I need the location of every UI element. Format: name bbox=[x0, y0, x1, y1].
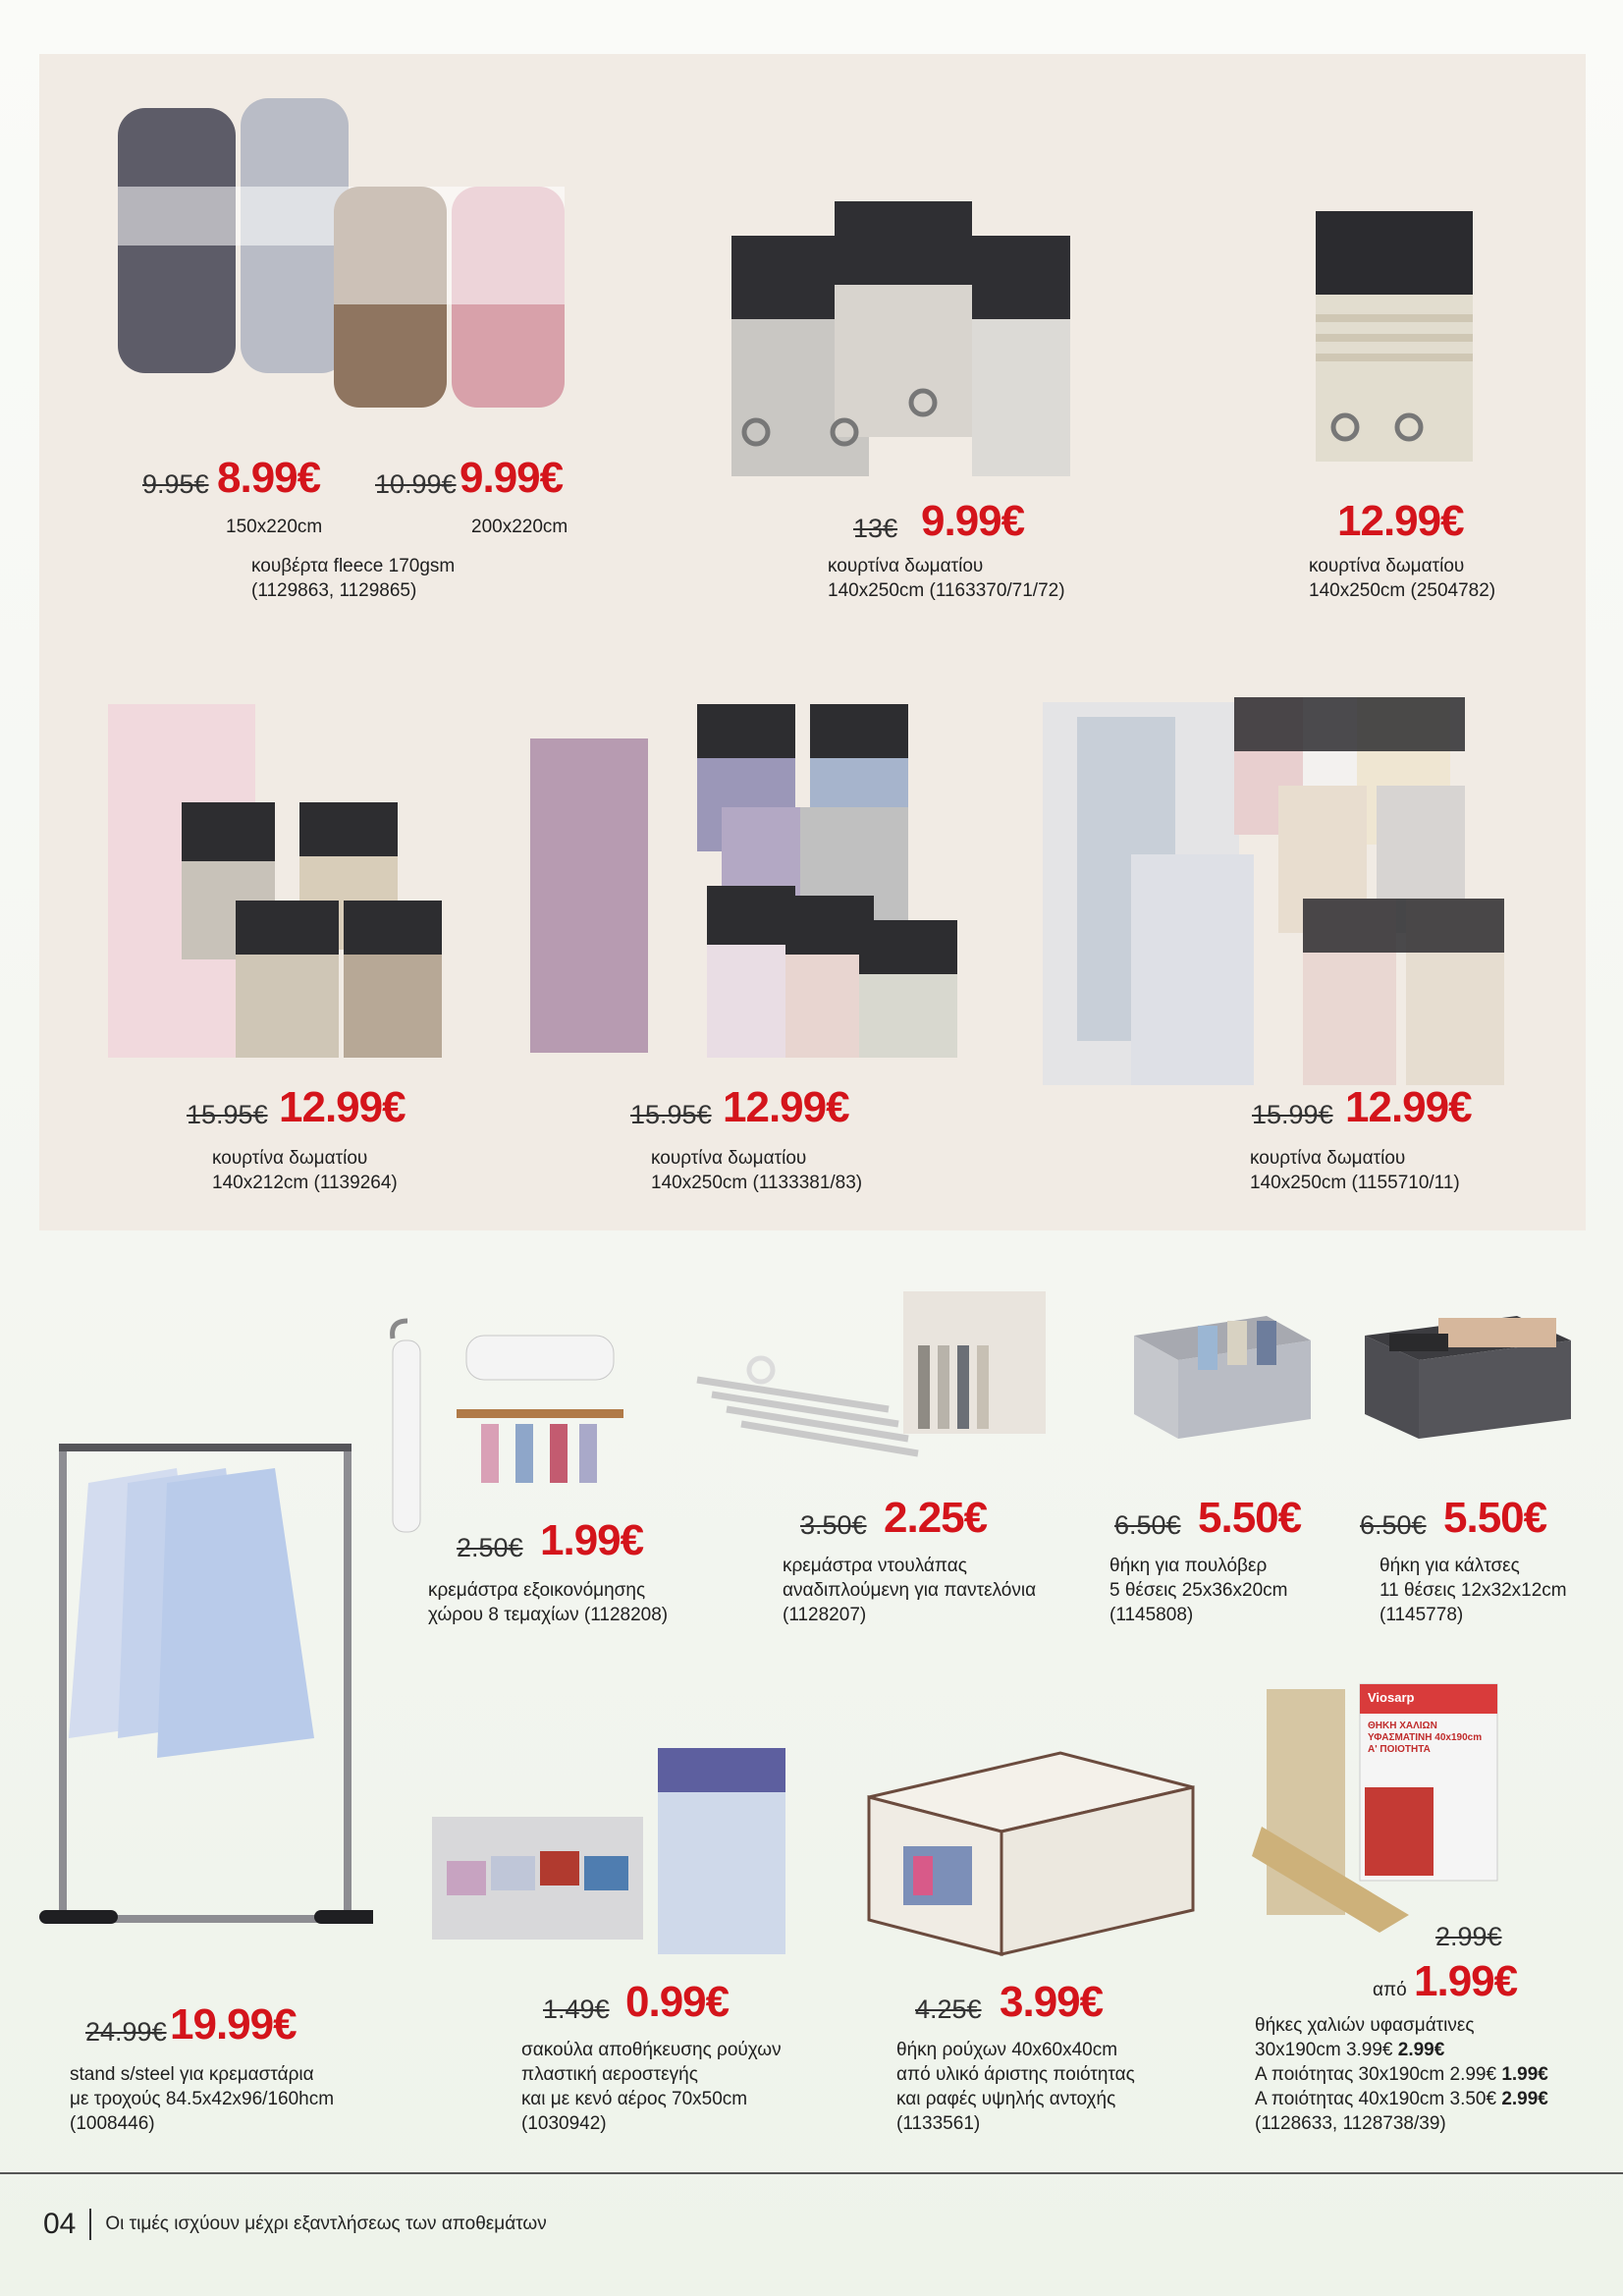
rug-line-text: θήκες χαλιών υφασμάτινες bbox=[1255, 2015, 1475, 2036]
curtain-1155710-new-price: 12.99€ bbox=[1345, 1083, 1472, 1131]
curtain-1139264-old-price: 15.95€ bbox=[187, 1100, 268, 1129]
blanket-1-old-price: 9.95€ bbox=[142, 469, 209, 499]
rug-package-brand: Viosarp bbox=[1368, 1690, 1415, 1705]
rug-desc-line bbox=[1255, 2013, 1548, 2038]
hanger-desc-line: κρεμάστρα εξοικονόμησης bbox=[428, 1580, 646, 1601]
blanket-1-size: 150x220cm bbox=[226, 517, 323, 537]
curtain-desc-line: 140x250cm (1155710/11) bbox=[1250, 1173, 1460, 1193]
curtain-2504782-description bbox=[1309, 554, 1495, 603]
hanger-desc-line: αναδιπλούμενη για παντελόνια bbox=[783, 1580, 1037, 1601]
clothes-case-desc-line: θήκη ρούχων 40x60x40cm bbox=[896, 2040, 1118, 2060]
rug-desc-line bbox=[1255, 2062, 1548, 2087]
hanger-desc-line: (1128207) bbox=[783, 1605, 867, 1625]
space-saving-hanger-image bbox=[378, 1301, 643, 1542]
blanket-desc-line: κουβέρτα fleece 170gsm bbox=[251, 556, 456, 576]
curtain-desc-line: κουρτίνα δωματίου bbox=[651, 1148, 807, 1169]
blanket-2-size: 200x220cm bbox=[471, 517, 568, 537]
stand-description bbox=[70, 2062, 334, 2136]
curtain-desc-line: 140x212cm (1139264) bbox=[212, 1173, 398, 1193]
rug-line-price: 2.99€ bbox=[1501, 2089, 1548, 2109]
footer-divider bbox=[0, 2172, 1623, 2174]
curtain-1133381-description bbox=[651, 1146, 862, 1195]
rug-cases-image bbox=[1252, 1679, 1502, 1935]
rug-line-text: 30x190cm 3.99€ bbox=[1255, 2040, 1398, 2060]
curtain-1163370-description bbox=[828, 554, 1065, 603]
clothes-case-new-price: 3.99€ bbox=[1000, 1978, 1104, 2026]
pants-hanger-description bbox=[783, 1554, 1036, 1627]
rug-cases-new-price: 1.99€ bbox=[1414, 1957, 1518, 2005]
socks-case-new-price: 5.50€ bbox=[1443, 1494, 1547, 1542]
footer-separator bbox=[89, 2209, 91, 2240]
blanket-2-old-price: 10.99€ bbox=[375, 469, 457, 499]
rug-cases-description bbox=[1255, 2013, 1548, 2136]
stand-new-price: 19.99€ bbox=[170, 2000, 297, 2049]
curtain-1155710-old-price: 15.99€ bbox=[1252, 1100, 1333, 1129]
pants-hanger-old-price: 3.50€ bbox=[800, 1510, 867, 1540]
curtain-1163370-old-price: 13€ bbox=[853, 514, 898, 543]
vacuum-bag-new-price: 0.99€ bbox=[625, 1978, 730, 2026]
vacuum-bag-image bbox=[427, 1743, 795, 1954]
stand-desc-line: stand s/steel για κρεμαστάρια bbox=[70, 2064, 314, 2085]
sweater-case-old-price: 6.50€ bbox=[1114, 1510, 1181, 1540]
blanket-desc-line: (1129863, 1129865) bbox=[251, 580, 417, 601]
blanket-description bbox=[251, 554, 455, 603]
rug-line-text: (1128633, 1128738/39) bbox=[1255, 2113, 1446, 2134]
case-desc-line: 5 θέσεις 25x36x20cm bbox=[1109, 1580, 1288, 1601]
case-desc-line: θήκη για κάλτσες bbox=[1380, 1556, 1520, 1576]
clothes-case-desc-line: από υλικό άριστης ποιότητας bbox=[896, 2064, 1135, 2085]
footer-note: Οι τιμές ισχύουν μέχρι εξαντλήσεως των αποθεμάτων bbox=[105, 2214, 547, 2234]
curtain-1139264-new-price: 12.99€ bbox=[279, 1083, 406, 1131]
clothes-case-description bbox=[896, 2038, 1135, 2136]
sweater-case-new-price: 5.50€ bbox=[1198, 1494, 1302, 1542]
page-footer bbox=[43, 2208, 547, 2241]
curtain-1139264-description bbox=[212, 1146, 398, 1195]
curtain-1155710-image bbox=[1043, 678, 1514, 1090]
sweater-case-image bbox=[1129, 1306, 1316, 1444]
vacuum-desc-line: (1030942) bbox=[521, 2113, 607, 2134]
rug-line-price: 1.99€ bbox=[1501, 2064, 1548, 2085]
case-desc-line: 11 θέσεις 12x32x12cm bbox=[1380, 1580, 1567, 1601]
fleece-blankets-image bbox=[113, 98, 604, 412]
rug-desc-line bbox=[1255, 2038, 1548, 2062]
curtain-1133381-image bbox=[525, 699, 967, 1063]
rug-line-price: 2.99€ bbox=[1397, 2040, 1445, 2060]
stand-old-price: 24.99€ bbox=[85, 2017, 167, 2047]
rug-line-text: Α ποιότητας 40x190cm 3.50€ bbox=[1255, 2089, 1502, 2109]
curtain-1133381-new-price: 12.99€ bbox=[723, 1083, 849, 1131]
curtain-1139264-image bbox=[98, 699, 452, 1063]
curtain-2504782-image bbox=[1311, 187, 1478, 466]
curtain-1133381-old-price: 15.95€ bbox=[630, 1100, 712, 1129]
hanger-desc-line: κρεμάστρα ντουλάπας bbox=[783, 1556, 967, 1576]
rug-package-text: ΘΗΚΗ ΧΑΛΙΩΝ ΥΦΑΣΜΑΤΙΝΗ 40x190cm Α' ΠΟΙΟΤΗΤΑ bbox=[1368, 1721, 1483, 1755]
clothes-storage-case-image bbox=[864, 1748, 1198, 1959]
curtain-desc-line: 140x250cm (1163370/71/72) bbox=[828, 580, 1065, 601]
case-desc-line: θήκη για πουλόβερ bbox=[1109, 1556, 1268, 1576]
curtain-desc-line: 140x250cm (1133381/83) bbox=[651, 1173, 863, 1193]
stand-desc-line: με τροχούς 84.5x42x96/160hcm bbox=[70, 2089, 335, 2109]
curtain-1155710-description bbox=[1250, 1146, 1460, 1195]
vacuum-desc-line: και με κενό αέρος 70x50cm bbox=[521, 2089, 748, 2109]
curtain-1163370-image bbox=[727, 187, 1080, 481]
sweater-case-description bbox=[1109, 1554, 1287, 1627]
socks-case-old-price: 6.50€ bbox=[1360, 1510, 1427, 1540]
clothes-case-desc-line: (1133561) bbox=[896, 2113, 981, 2134]
page-number: 04 bbox=[43, 2208, 77, 2240]
vacuum-bag-old-price: 1.49€ bbox=[543, 1995, 610, 2024]
space-hanger-old-price: 2.50€ bbox=[457, 1533, 523, 1562]
curtain-desc-line: κουρτίνα δωματίου bbox=[828, 556, 984, 576]
clothes-case-old-price: 4.25€ bbox=[915, 1995, 982, 2024]
pants-hanger-new-price: 2.25€ bbox=[884, 1494, 988, 1542]
rug-line-text: Α ποιότητας 30x190cm 2.99€ bbox=[1255, 2064, 1502, 2085]
blanket-2-new-price: 9.99€ bbox=[460, 454, 564, 502]
vacuum-desc-line: σακούλα αποθήκευσης ρούχων bbox=[521, 2040, 782, 2060]
rug-cases-old-price: 2.99€ bbox=[1435, 1922, 1502, 1951]
case-desc-line: (1145778) bbox=[1380, 1605, 1464, 1625]
curtain-1163370-new-price: 9.99€ bbox=[921, 497, 1025, 545]
vacuum-desc-line: πλαστική αεροστεγής bbox=[521, 2064, 698, 2085]
case-desc-line: (1145808) bbox=[1109, 1605, 1194, 1625]
curtain-desc-line: κουρτίνα δωματίου bbox=[1250, 1148, 1406, 1169]
space-hanger-description bbox=[428, 1578, 668, 1627]
pants-hanger-image bbox=[692, 1291, 1051, 1468]
vacuum-bag-description bbox=[521, 2038, 782, 2136]
rug-cases-from-label: από bbox=[1373, 1980, 1407, 2000]
rug-roll-illustration bbox=[1252, 1679, 1502, 1935]
curtain-desc-line: κουρτίνα δωματίου bbox=[212, 1148, 368, 1169]
socks-case-image bbox=[1360, 1306, 1576, 1444]
socks-case-description bbox=[1380, 1554, 1567, 1627]
blanket-1-new-price: 8.99€ bbox=[217, 454, 321, 502]
space-hanger-new-price: 1.99€ bbox=[540, 1516, 644, 1564]
curtain-desc-line: 140x250cm (2504782) bbox=[1309, 580, 1496, 601]
clothes-rack-stand-image bbox=[29, 1424, 373, 1974]
rug-desc-line bbox=[1255, 2087, 1548, 2111]
clothes-case-desc-line: και ραφές υψηλής αντοχής bbox=[896, 2089, 1116, 2109]
rug-desc-line bbox=[1255, 2111, 1548, 2136]
stand-desc-line: (1008446) bbox=[70, 2113, 155, 2134]
curtain-2504782-new-price: 12.99€ bbox=[1337, 497, 1464, 545]
curtain-desc-line: κουρτίνα δωματίου bbox=[1309, 556, 1465, 576]
hanger-desc-line: χώρου 8 τεμαχίων (1128208) bbox=[428, 1605, 669, 1625]
